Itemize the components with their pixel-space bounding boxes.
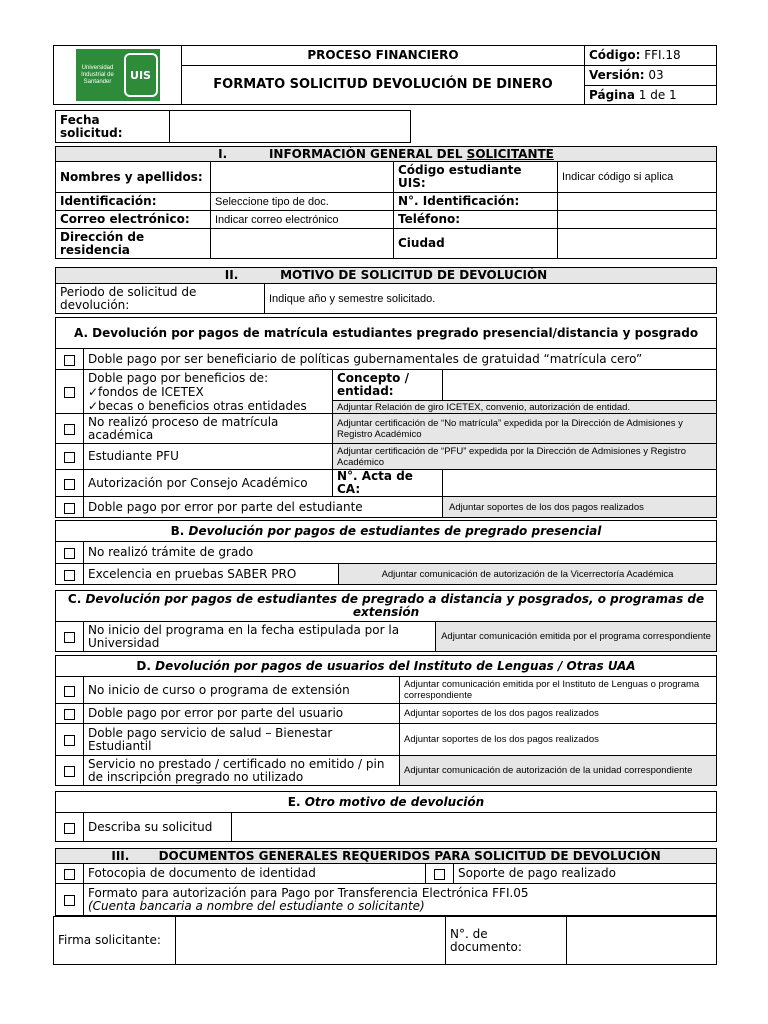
- option-a6-label: Doble pago por error por parte del estudiante: [84, 497, 443, 518]
- section-d-title: Devolución por pagos de usuarios del Instituto de Lenguas / Otras UAA: [155, 658, 636, 673]
- option-a2-line1: Doble pago por beneficios de:: [88, 370, 269, 385]
- logo-mark: [124, 53, 158, 97]
- option-d3-note: Adjuntar soportes de los dos pagos realizados: [400, 724, 717, 756]
- correo-input[interactable]: Indicar correo electrónico: [211, 211, 394, 229]
- uis-logo: [76, 49, 160, 101]
- section-e-header: [56, 792, 717, 813]
- section-3-table: [55, 848, 717, 916]
- formato-ffi05-line1: Formato para autorización para Pago por Transferencia Electrónica FFI.05: [88, 885, 529, 900]
- section-e-title: Otro motivo de devolución: [304, 794, 485, 809]
- checkbox-c1[interactable]: [56, 622, 84, 652]
- fecha-label: Fecha solicitud:: [56, 111, 170, 143]
- form-title: FORMATO SOLICITUD DEVOLUCIÓN DE DINERO: [182, 66, 585, 105]
- checkbox-a4[interactable]: [56, 444, 84, 470]
- num-id-input[interactable]: [558, 193, 717, 211]
- checkbox-a2[interactable]: [56, 370, 84, 414]
- version-label: Versión:: [589, 68, 645, 82]
- num-doc-input[interactable]: [567, 917, 717, 965]
- doc-id-label: Fotocopia de documento de identidad: [84, 864, 426, 884]
- num-doc-label: N°. de documento:: [446, 917, 567, 965]
- section-c-title: Devolución por pagos de estudiantes de pregrado a distancia y posgrados, o programas de extensión: [85, 592, 705, 619]
- section-1-table: [55, 146, 717, 259]
- checkbox-e1[interactable]: [56, 813, 84, 842]
- option-b1-label: No realizó trámite de grado: [84, 542, 717, 564]
- checkbox-b2[interactable]: [56, 564, 84, 585]
- telefono-input[interactable]: [558, 211, 717, 229]
- option-a4-label: Estudiante PFU: [84, 444, 333, 470]
- option-d4-label: Servicio no prestado / certificado no emitido / pin de inscripción pregrado no utilizado: [84, 756, 400, 786]
- section-3-num: III.: [111, 848, 130, 863]
- checkbox-doc-id[interactable]: [56, 864, 84, 884]
- num-id-label: N°. Identificación:: [394, 193, 558, 211]
- section-1-title-underlined: SOLICITANTE: [466, 146, 554, 161]
- soporte-pago-label: Soporte de pago realizado: [454, 864, 717, 884]
- option-a5-label: Autorización por Consejo Académico: [84, 470, 333, 497]
- checkbox-d2[interactable]: [56, 704, 84, 724]
- identificacion-label: Identificación:: [56, 193, 211, 211]
- code-label: Código:: [589, 48, 641, 62]
- solicitud-input[interactable]: [232, 813, 717, 842]
- checkbox-d4[interactable]: [56, 756, 84, 786]
- option-c1-label: No inicio del programa en la fecha estipulada por la Universidad: [84, 622, 436, 652]
- checkbox-a1[interactable]: [56, 349, 84, 370]
- section-1-header: [56, 147, 717, 162]
- firma-input[interactable]: [176, 917, 446, 965]
- section-e-table: [55, 791, 717, 842]
- correo-label: Correo electrónico:: [56, 211, 211, 229]
- acta-input[interactable]: [443, 470, 717, 497]
- section-b-table: [55, 520, 717, 585]
- option-a2-label: [84, 370, 333, 414]
- nombres-label: Nombres y apellidos:: [56, 162, 211, 193]
- option-a2-line2: ✓fondos de ICETEX: [88, 384, 204, 399]
- section-c-table: [55, 590, 717, 652]
- section-a-header: A. Devolución por pagos de matrícula estudiantes pregrado presencial/distancia y posgrado: [56, 318, 717, 349]
- section-d-header: [56, 656, 717, 677]
- ciudad-label: Ciudad: [394, 229, 558, 259]
- option-a6-note: Adjuntar soportes de los dos pagos realizados: [443, 497, 717, 518]
- option-a2-line3: ✓becas o beneficios otras entidades: [88, 398, 307, 413]
- logo-text: Universidad Industrial de Santander: [81, 64, 114, 85]
- option-d4-note: Adjuntar comunicación de autorización de la unidad correspondiente: [400, 756, 717, 786]
- checkbox-a6[interactable]: [56, 497, 84, 518]
- code-cell: [585, 46, 717, 66]
- footer-table: [53, 916, 717, 965]
- periodo-label: Periodo de solicitud de devolución:: [56, 284, 265, 314]
- logo-mark-text: UIS: [130, 68, 151, 82]
- option-d1-label: No inicio de curso o programa de extensión: [84, 677, 400, 704]
- section-2-table: [55, 267, 717, 314]
- section-c-header: [56, 591, 717, 622]
- option-d3-label: Doble pago servicio de salud – Bienestar Estudiantil: [84, 724, 400, 756]
- formato-ffi05-line2: (Cuenta bancaria a nombre del estudiante o solicitante): [88, 898, 425, 913]
- section-b-letter: B.: [170, 523, 185, 538]
- option-a1-label: Doble pago por ser beneficiario de políticas gubernamentales de gratuidad “matrícula cero”: [84, 349, 717, 370]
- section-3-header: [56, 849, 717, 864]
- telefono-label: Teléfono:: [394, 211, 558, 229]
- section-1-num: I.: [218, 146, 228, 161]
- section-2-title: MOTIVO DE SOLICITUD DE DEVOLUCIÓN: [280, 268, 548, 282]
- tipo-doc-select[interactable]: Seleccione tipo de doc.: [211, 193, 394, 211]
- option-d2-note: Adjuntar soportes de los dos pagos realizados: [400, 704, 717, 724]
- section-c-letter: C.: [67, 592, 82, 606]
- fecha-table: [55, 110, 411, 143]
- option-a3-note: Adjuntar certificación de “No matrícula” expedida por la Dirección de Admisiones y Registro Académico: [333, 414, 717, 444]
- section-a-table: [55, 317, 717, 518]
- option-c1-note: Adjuntar comunicación emitida por el programa correspondiente: [436, 622, 717, 652]
- logo-cell: [54, 46, 182, 105]
- option-b2-note: Adjuntar comunicación de autorización de la Vicerrectoría Académica: [339, 564, 717, 585]
- direccion-label: Dirección de residencia: [56, 229, 211, 259]
- ciudad-input[interactable]: [558, 229, 717, 259]
- nombres-input[interactable]: [211, 162, 394, 193]
- direccion-input[interactable]: [211, 229, 394, 259]
- section-b-header: [56, 521, 717, 542]
- firma-label: Firma solicitante:: [54, 917, 176, 965]
- checkbox-d3[interactable]: [56, 724, 84, 756]
- fecha-input[interactable]: [170, 111, 411, 143]
- option-a4-note: Adjuntar certificación de “PFU” expedida por la Dirección de Admisiones y Registro Académico: [333, 444, 717, 470]
- option-e1-label: Describa su solicitud: [84, 813, 232, 842]
- option-d1-note: Adjuntar comunicación emitida por el Instituto de Lenguas o programa correspondiente: [400, 677, 717, 704]
- page-label: Página: [589, 87, 635, 102]
- section-d-letter: D.: [136, 658, 151, 673]
- option-b2-label: Excelencia en pruebas SABER PRO: [84, 564, 339, 585]
- section-d-table: [55, 655, 717, 786]
- page-cell: [585, 86, 717, 105]
- code-value: FFI.18: [644, 48, 681, 62]
- checkbox-soporte-pago[interactable]: [426, 864, 454, 884]
- option-a3-label: No realizó proceso de matrícula académica: [84, 414, 333, 444]
- checkbox-b1[interactable]: [56, 542, 84, 564]
- checkbox-formato-ffi05[interactable]: [56, 884, 84, 916]
- section-2-num: II.: [224, 268, 239, 282]
- concepto-label: Concepto / entidad:: [333, 370, 443, 401]
- option-a2-note: Adjuntar Relación de giro ICETEX, convenio, autorización de entidad.: [333, 401, 717, 414]
- concepto-input[interactable]: [443, 370, 717, 401]
- section-3-title: DOCUMENTOS GENERALES REQUERIDOS PARA SOLICITUD DE DEVOLUCIÓN: [158, 848, 661, 863]
- checkbox-a5[interactable]: [56, 470, 84, 497]
- section-1-title: INFORMACIÓN GENERAL DEL: [268, 146, 467, 161]
- periodo-input[interactable]: Indique año y semestre solicitado.: [265, 284, 717, 314]
- version-value: 03: [648, 68, 664, 82]
- codigo-input[interactable]: Indicar código si aplica: [558, 162, 717, 193]
- acta-label: N°. Acta de CA:: [333, 470, 443, 497]
- page-value: 1 de 1: [638, 87, 677, 102]
- formato-ffi05-label: [84, 884, 717, 916]
- header-table: [53, 45, 717, 105]
- section-2-header: [56, 268, 717, 284]
- codigo-label: Código estudiante UIS:: [394, 162, 558, 193]
- checkbox-a3[interactable]: [56, 414, 84, 444]
- section-e-letter: E.: [287, 794, 301, 809]
- section-b-title: Devolución por pagos de estudiantes de pregrado presencial: [188, 523, 602, 538]
- version-cell: [585, 66, 717, 86]
- checkbox-d1[interactable]: [56, 677, 84, 704]
- process-title: PROCESO FINANCIERO: [182, 46, 585, 66]
- option-d2-label: Doble pago por error por parte del usuario: [84, 704, 400, 724]
